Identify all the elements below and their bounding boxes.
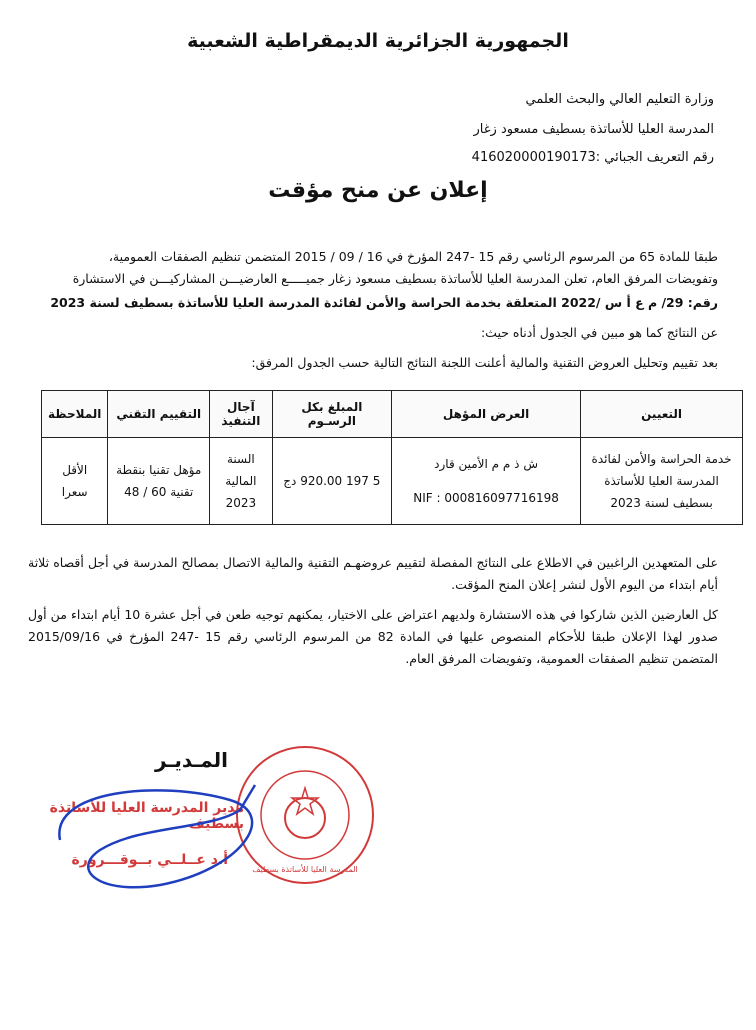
cell-offer: [391, 438, 580, 525]
col-offer: العرض المؤهل: [391, 391, 580, 438]
stamp-name: أ.د عــلــي بــوقـــرورة: [71, 852, 228, 868]
col-designation: التعيين: [581, 391, 743, 438]
intro-line-1: طبقا للمادة 65 من المرسوم الرئاسي رقم 15 -247 المؤرخ في 16 / 09 / 2015 المتضمن تنظيم الصفقات العمومية،: [108, 249, 718, 264]
table-row: [42, 438, 743, 525]
cell-deadline: السنة المالية 2023: [210, 438, 273, 525]
col-deadline: آجال التنفيذ: [210, 391, 273, 438]
tax-id: رقم التعريف الجبائي :416020000190173: [471, 150, 714, 165]
announcement-title: إعلان عن منح مؤقت: [268, 178, 488, 203]
signature-stroke: [59, 785, 255, 887]
stamp-title: مدير المدرسة العليا للأساتذة بسطيف: [49, 800, 244, 832]
ministry-name: وزارة التعليم العالي والبحث العلمي: [525, 92, 714, 107]
consultation-ref: رقم: 29/ م ع أ س /2022 المتعلقة بخدمة الحراسة والأمن لفائدة المدرسة العليا للأساتذة بسطيف لسنة 2023: [50, 295, 718, 310]
cell-note: الأقل سعرا: [42, 438, 108, 525]
school-name: المدرسة العليا للأساتذة بسطيف مسعود زغار: [473, 122, 714, 137]
offer-name: ش ذ م م الأمين قارد: [434, 457, 538, 471]
cell-designation: خدمة الحراسة والأمن لفائدة المدرسة العليا للأساتذة بسطيف لسنة 2023: [581, 438, 743, 525]
table-header-row: [42, 391, 743, 438]
cell-tech-eval: مؤهل تقنيا بنقطة تقنية 60 / 48: [108, 438, 210, 525]
offer-nif: NIF : 000816097716198: [413, 491, 559, 505]
seal-text: المدرسة العليا للأساتذة بسطيف: [252, 865, 358, 874]
intro-line-5: بعد تقييم وتحليل العروض التقنية والمالية أعلنت اللجنة النتائج التالية حسب الجدول المرفق:: [251, 355, 718, 370]
appeal-paragraph: كل العارضين الذين شاركوا في هذه الاستشارة ولديهم اعتراض على الاختيار، يمكنهم توجيه طعن في أجل عشرة 10 أيام ابتداء من أول صدور لهذا الإعلان طبقا للأحكام المنصوص عليها في المادة 82 من المرسوم الرئاسي رقم 15 -247 المؤرخ في 2015/09/16 المتضمن تنظيم الصفقات العمومية، وتفويضات المرفق العام.: [28, 607, 719, 666]
director-title: المـديـر: [155, 748, 228, 772]
results-consultation-paragraph: على المتعهدين الراغبين في الاطلاع على النتائج المفصلة لتقييم عروضهـم التقنية والمالية الاتصال بمصالح المدرسة في أجل أقصاه ثلاثة أيام ابتداء من اليوم الأول لنشر إعلان المنح المؤقت.: [28, 555, 718, 592]
republic-title: الجمهورية الجزائرية الديمقراطية الشعبية: [187, 30, 569, 52]
seal-crescent-icon: [285, 798, 325, 838]
intro-line-2: وتفويضات المرفق العام، تعلن المدرسة العليا للأساتذة بسطيف مسعود زغار جميـــــع العارضيـــن المشاركيـــن في الاستشارة: [72, 271, 718, 286]
results-table: [41, 390, 743, 525]
col-tech-eval: التقييم التقني: [108, 391, 210, 438]
intro-line-4: عن النتائج كما هو مبين في الجدول أدناه حيث:: [480, 325, 718, 340]
handwritten-signature: [40, 770, 290, 900]
col-amount: المبلغ بكل الرسـوم: [272, 391, 391, 438]
cell-amount: 5 197 920.00 دج: [272, 438, 391, 525]
col-note: الملاحظة: [42, 391, 108, 438]
seal-star-icon: [292, 788, 318, 814]
